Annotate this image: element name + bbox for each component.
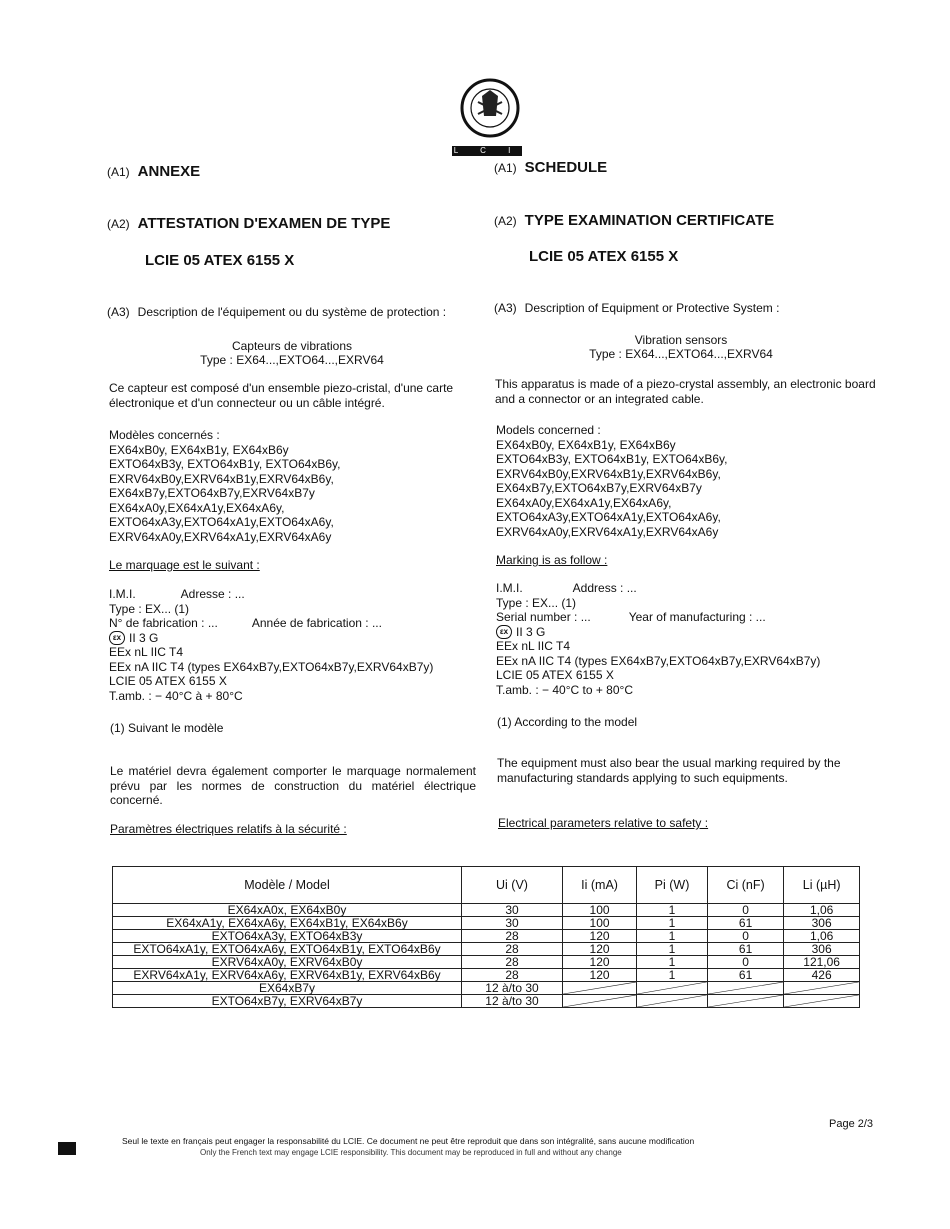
model-line: EXTO64xA3y,EXTO64xA1y,EXTO64xA6y, xyxy=(109,515,334,529)
cell-li: 306 xyxy=(784,917,860,930)
model-line: EXRV64xB0y,EXRV64xB1y,EXRV64xB6y, xyxy=(496,466,721,481)
diagonal-strike-icon xyxy=(563,995,636,1007)
diagonal-strike-icon xyxy=(637,995,707,1007)
model-line: EXRV64xB0y,EXRV64xB1y,EXRV64xB6y, xyxy=(109,471,334,486)
certificate-number-fr: LCIE 05 ATEX 6155 X xyxy=(145,252,295,269)
table-row xyxy=(113,995,860,1008)
cell-model: EXTO64xB7y, EXRV64xB7y xyxy=(113,995,462,1008)
cell-model: EXRV64xA1y, EXRV64xA6y, EXRV64xB1y, EXRV64xB6y xyxy=(113,969,462,982)
cell-model: EXTO64xA3y, EXTO64xB3y xyxy=(113,930,462,943)
models-list-en xyxy=(496,423,727,539)
cell-model: EX64xB7y xyxy=(113,982,462,995)
group-en: II 3 G xyxy=(516,624,546,639)
marking-line-2-fr: EEx nA IIC T4 (types EX64xB7y,EXTO64xB7y,EXRV64xB7y) xyxy=(109,659,434,674)
marking-line-1-en: EEx nL IIC T4 xyxy=(496,639,571,653)
cell-ci: 0 xyxy=(707,930,783,943)
marking-line-4-en: T.amb. : − 40°C to + 80°C xyxy=(496,682,633,697)
model-line: EXRV64xA0y,EXRV64xA1y,EXRV64xA6y xyxy=(109,529,332,544)
diagonal-strike-icon xyxy=(784,982,859,994)
model-line: EXRV64xA0y,EXRV64xA1y,EXRV64xA6y xyxy=(496,524,719,539)
table-row xyxy=(113,930,860,943)
header-pi: Pi (W) xyxy=(637,867,708,904)
cell-li: 121,06 xyxy=(784,956,860,969)
attestation-heading: (A2) ATTESTATION D'EXAMEN DE TYPE xyxy=(107,215,391,232)
certification-logo xyxy=(448,72,528,165)
cell-ci: 61 xyxy=(707,943,783,956)
diagonal-strike-icon xyxy=(784,995,859,1007)
model-line: EX64xB7y,EXTO64xB7y,EXRV64xB7y xyxy=(496,481,702,495)
diagonal-strike-icon xyxy=(563,982,636,994)
cell-model: EX64xA0x, EX64xB0y xyxy=(113,904,462,917)
cell-pi: 1 xyxy=(637,930,708,943)
cell-ii: 120 xyxy=(562,969,636,982)
cell-ui: 28 xyxy=(462,969,563,982)
cell-ci: 61 xyxy=(707,969,783,982)
cell-not-applicable xyxy=(637,995,708,1008)
marking-line-3-fr: LCIE 05 ATEX 6155 X xyxy=(109,674,227,688)
footer-disclaimer-fr: Seul le texte en français peut engager la responsabilité du LCIE. Ce document ne peut être reproduit que dans son intégralité, sans aucune modification xyxy=(122,1136,695,1146)
logo-band-text: L C I E xyxy=(453,146,521,165)
marking-block-fr xyxy=(109,587,433,703)
cell-ci: 61 xyxy=(707,917,783,930)
description-label-fr: (A3) Description de l'équipement ou du système de protection : xyxy=(107,305,447,319)
model-line: EX64xB7y,EXTO64xB7y,EXRV64xB7y xyxy=(109,486,315,500)
cell-not-applicable xyxy=(784,995,860,1008)
type-en: Type : EX... (1) xyxy=(496,595,577,610)
cell-ii: 100 xyxy=(562,904,636,917)
diagonal-strike-icon xyxy=(708,995,783,1007)
footer-block-mark xyxy=(58,1142,76,1155)
cell-ui: 28 xyxy=(462,956,563,969)
product-name-fr: Capteurs de vibrations xyxy=(231,339,353,353)
table-row xyxy=(113,917,860,930)
marking-line-1-fr: EEx nL IIC T4 xyxy=(109,645,184,659)
models-title-en: Models concerned : xyxy=(496,423,601,437)
product-type-fr: Type : EX64...,EXTO64...,EXRV64 xyxy=(200,353,384,367)
header-li: Li (µH) xyxy=(784,867,860,904)
cell-not-applicable xyxy=(707,982,783,995)
cell-li: 426 xyxy=(784,969,860,982)
diagonal-strike-icon xyxy=(708,982,783,994)
serial-fr: N° de fabrication : ... xyxy=(109,616,218,630)
cell-ui: 12 à/to 30 xyxy=(462,982,563,995)
marking-line-3-en: LCIE 05 ATEX 6155 X xyxy=(496,668,614,682)
ex-symbol-icon: εx xyxy=(496,625,512,639)
also-marking-fr: Le matériel devra également comporter le marquage normalement prévu par les normes de construction du matériel électrique concerné. xyxy=(110,764,476,807)
cell-li: 306 xyxy=(784,943,860,956)
cell-pi: 1 xyxy=(637,969,708,982)
params-title-en: Electrical parameters relative to safety : xyxy=(498,816,709,830)
model-line: EX64xA0y,EX64xA1y,EX64xA6y, xyxy=(109,500,285,515)
models-list-fr xyxy=(109,428,340,544)
marking-line-4-fr: T.amb. : − 40°C à + 80°C xyxy=(109,688,243,703)
type-certificate-heading: (A2) TYPE EXAMINATION CERTIFICATE xyxy=(494,212,775,229)
electrical-parameters-table xyxy=(112,866,860,1008)
header-ii: Ii (mA) xyxy=(562,867,636,904)
cell-model: EXTO64xA1y, EXTO64xA6y, EXTO64xB1y, EXTO64xB6y xyxy=(113,943,462,956)
cell-li: 1,06 xyxy=(784,904,860,917)
product-name-en: Vibration sensors xyxy=(634,333,728,347)
description-label-en: (A3) Description of Equipment or Protective System : xyxy=(494,301,780,315)
cell-ui: 28 xyxy=(462,943,563,956)
cell-pi: 1 xyxy=(637,956,708,969)
ex-symbol-icon: εx xyxy=(109,631,125,645)
cell-ii: 120 xyxy=(562,943,636,956)
footer-disclaimer-en: Only the French text may engage LCIE responsibility. This document may be reproduced in full and without any change xyxy=(200,1148,622,1157)
cell-ui: 30 xyxy=(462,904,563,917)
cell-pi: 1 xyxy=(637,904,708,917)
year-fr: Année de fabrication : ... xyxy=(251,616,382,630)
model-line: EXTO64xB3y, EXTO64xB1y, EXTO64xB6y, xyxy=(109,457,341,471)
model-line: EXTO64xA3y,EXTO64xA1y,EXTO64xA6y, xyxy=(496,510,721,524)
model-line: EXTO64xB3y, EXTO64xB1y, EXTO64xB6y, xyxy=(496,452,728,466)
type-fr: Type : EX... (1) xyxy=(109,601,190,616)
model-line: EX64xA0y,EX64xA1y,EX64xA6y, xyxy=(496,495,672,510)
cell-not-applicable xyxy=(562,995,636,1008)
group-fr: II 3 G xyxy=(129,630,159,645)
address-fr: Adresse : ... xyxy=(180,587,245,601)
annexe-heading: (A1) ANNEXE xyxy=(107,163,201,180)
marking-title-en: Marking is as follow : xyxy=(496,553,608,567)
cell-ui: 28 xyxy=(462,930,563,943)
cell-ii: 120 xyxy=(562,930,636,943)
marking-title-fr: Le marquage est le suivant : xyxy=(109,558,260,572)
header-ci: Ci (nF) xyxy=(707,867,783,904)
schedule-heading: (A1) SCHEDULE xyxy=(494,159,608,176)
params-title-fr: Paramètres électriques relatifs à la sécurité : xyxy=(110,822,347,836)
table-row xyxy=(113,982,860,995)
cell-li: 1,06 xyxy=(784,930,860,943)
cell-ui: 12 à/to 30 xyxy=(462,995,563,1008)
cell-model: EX64xA1y, EX64xA6y, EX64xB1y, EX64xB6y xyxy=(113,917,462,930)
table-header-row xyxy=(113,867,860,904)
cell-not-applicable xyxy=(784,982,860,995)
cell-pi: 1 xyxy=(637,917,708,930)
diagonal-strike-icon xyxy=(637,982,707,994)
cell-ci: 0 xyxy=(707,956,783,969)
models-title-fr: Modèles concernés : xyxy=(109,428,220,442)
cell-ci: 0 xyxy=(707,904,783,917)
cell-pi: 1 xyxy=(637,943,708,956)
year-en: Year of manufacturing : ... xyxy=(628,610,766,624)
cell-ui: 30 xyxy=(462,917,563,930)
model-line: EX64xB0y, EX64xB1y, EX64xB6y xyxy=(109,442,289,457)
page-number: Page 2/3 xyxy=(829,1118,874,1130)
cell-ii: 120 xyxy=(562,956,636,969)
model-line: EX64xB0y, EX64xB1y, EX64xB6y xyxy=(496,437,676,452)
cell-not-applicable xyxy=(707,995,783,1008)
product-type-en: Type : EX64...,EXTO64...,EXRV64 xyxy=(589,347,773,361)
cell-ii: 100 xyxy=(562,917,636,930)
header-model: Modèle / Model xyxy=(113,867,462,904)
table-row xyxy=(113,904,860,917)
header-ui: Ui (V) xyxy=(462,867,563,904)
note-en: (1) According to the model xyxy=(497,715,638,729)
note-fr: (1) Suivant le modèle xyxy=(110,721,224,735)
composition-fr: Ce capteur est composé d'un ensemble piezo-cristal, d'une carte électronique et d'un connecteur ou un câble intégré. xyxy=(109,381,454,410)
table-row xyxy=(113,969,860,982)
cell-not-applicable xyxy=(562,982,636,995)
address-en: Address : ... xyxy=(572,581,637,595)
imi-fr: I.M.I. xyxy=(109,587,136,601)
cell-not-applicable xyxy=(637,982,708,995)
imi-en: I.M.I. xyxy=(496,581,523,595)
also-marking-en: The equipment must also bear the usual marking required by the manufacturing standards applying to such equipments. xyxy=(497,756,841,785)
table-row xyxy=(113,943,860,956)
serial-en: Serial number : ... xyxy=(496,610,591,624)
table-row xyxy=(113,956,860,969)
certificate-number-en: LCIE 05 ATEX 6155 X xyxy=(529,248,679,265)
cell-model: EXRV64xA0y, EXRV64xB0y xyxy=(113,956,462,969)
marking-block-en xyxy=(496,581,820,697)
marking-line-2-en: EEx nA IIC T4 (types EX64xB7y,EXTO64xB7y,EXRV64xB7y) xyxy=(496,653,821,668)
composition-en: This apparatus is made of a piezo-crystal assembly, an electronic board and a connector or an integrated cable. xyxy=(495,377,876,406)
